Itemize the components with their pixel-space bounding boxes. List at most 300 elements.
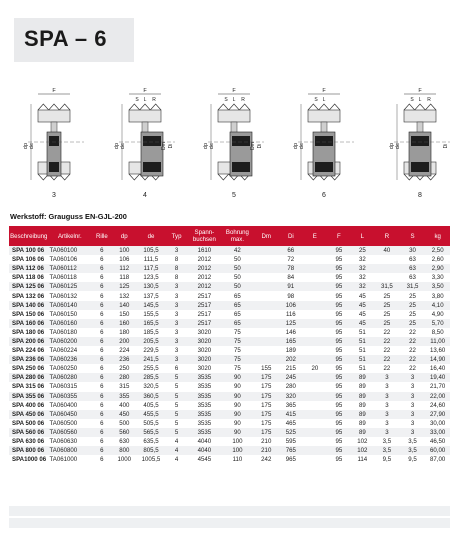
table-cell: 90 [221,373,253,382]
column-header: kg [425,226,450,246]
table-cell: 45 [351,310,374,319]
table-cell: 4 [166,455,187,464]
dimension-label-dp: dp [389,142,395,150]
table-cell: 89 [351,392,374,401]
table-cell: TA060450 [49,410,92,419]
table-cell: 33,00 [425,428,450,437]
table-cell: 91 [279,282,302,291]
table-cell: 3020 [187,355,221,364]
table-cell: 6 [91,428,112,437]
table-cell: 22 [374,328,400,337]
table-cell: SPA 160 06 [9,319,49,328]
table-cell: 95 [327,455,350,464]
table-cell: 65 [221,310,253,319]
table-cell: SPA 280 06 [9,373,49,382]
dimension-label-Di: Di [168,143,174,149]
table-cell: 5 [166,419,187,428]
table-cell: 6 [91,437,112,446]
dimension-label-Di: Di [443,143,449,149]
table-cell [303,255,328,264]
table-cell: 130,5 [136,282,166,291]
column-header: R [374,226,400,246]
table-cell: 6 [91,455,112,464]
table-cell: TA060112 [49,264,92,273]
table-cell [253,346,279,355]
table-cell: 78 [279,264,302,273]
table-cell: 89 [351,419,374,428]
table-cell: SPA 400 06 [9,401,49,410]
table-cell: 6 [91,301,112,310]
table-cell: 405,5 [136,401,166,410]
table-cell: 95 [327,337,350,346]
table-cell: 6 [91,310,112,319]
table-cell [303,264,328,273]
table-cell: 106 [113,255,136,264]
table-cell: 5 [166,410,187,419]
table-cell: 32 [351,282,374,291]
table-cell: 146 [279,328,302,337]
table-row [9,382,450,391]
table-cell: 25 [374,301,400,310]
table-cell: 3 [400,410,426,419]
table-cell: SPA 315 06 [9,382,49,391]
table-cell: 450 [113,410,136,419]
taper-bushing [232,162,250,172]
table-cell: 3,5 [374,446,400,455]
table-cell: 75 [221,346,253,355]
table-cell: 2,90 [425,264,450,273]
table-cell: 90 [221,410,253,419]
table-cell: 3535 [187,382,221,391]
table-cell: 50 [221,273,253,282]
table-cell: 175 [253,410,279,419]
table-cell: 66 [279,246,302,255]
table-cell: SPA 132 06 [9,291,49,300]
table-cell: SPA 224 06 [9,346,49,355]
dimension-label-F: F [52,88,56,94]
pulley-drawing-8 [394,94,450,180]
table-cell [303,419,328,428]
taper-bushing [315,162,333,172]
table-cell: 50 [221,255,253,264]
table-cell: 6 [91,319,112,328]
table-cell: 242 [253,455,279,464]
table-cell: 32 [351,255,374,264]
table-cell: 87,00 [425,455,450,464]
table-cell: 95 [327,446,350,455]
table-cell: 22 [400,364,426,373]
table-cell: 202 [279,355,302,364]
dimension-label-S: S [410,97,414,103]
dimension-label-dp: dp [114,142,120,150]
table-cell: 75 [221,328,253,337]
table-cell: 106 [279,301,302,310]
table-cell: 95 [327,382,350,391]
table-cell: 118 [113,273,136,282]
table-cell: 95 [327,364,350,373]
table-cell: 210 [253,446,279,455]
table-cell [303,282,328,291]
table-cell: 365 [279,401,302,410]
drawing-number-5: 5 [232,192,236,199]
table-cell: 25 [374,310,400,319]
table-cell: 25 [400,291,426,300]
table-cell: 3 [400,419,426,428]
table-cell: 630 [113,437,136,446]
pulley-drawing-4 [119,94,175,180]
table-cell: 155,5 [136,310,166,319]
table-cell: SPA 800 06 [9,446,49,455]
table-cell [253,319,279,328]
table-cell: TA060500 [49,419,92,428]
table-cell: 2012 [187,255,221,264]
table-row [9,419,450,428]
table-cell: 112 [113,264,136,273]
table-cell: 8 [166,273,187,282]
table-cell [303,382,328,391]
table-cell: 32 [351,264,374,273]
table-cell [253,264,279,273]
table-cell: 114 [351,455,374,464]
table-cell: 6 [91,337,112,346]
table-cell: 14,90 [425,355,450,364]
table-cell: 95 [327,437,350,446]
table-cell: 95 [327,301,350,310]
dimension-label-F: F [418,88,422,94]
table-cell: TA061000 [49,455,92,464]
table-cell: SPA 100 06 [9,246,49,255]
table-cell: 6 [91,246,112,255]
table-cell: 42 [221,246,253,255]
table-cell: 20 [303,364,328,373]
table-cell: 95 [327,346,350,355]
table-cell: 6 [91,401,112,410]
table-cell: 95 [327,291,350,300]
table-cell: 6 [91,382,112,391]
column-header: S [400,226,426,246]
table-cell: 241,5 [136,355,166,364]
table-row [9,364,450,373]
table-cell: 132 [113,291,136,300]
table-cell: 63 [400,264,426,273]
groove-profile [218,104,250,110]
table-cell: 6 [91,392,112,401]
table-cell: 95 [327,401,350,410]
table-cell: 46,50 [425,437,450,446]
table-cell: 22 [400,328,426,337]
table-cell: 175 [253,419,279,428]
drawing-number-4: 4 [143,192,147,199]
table-cell: 102 [351,437,374,446]
table-cell: 89 [351,373,374,382]
title-box [14,18,134,62]
table-cell: 51 [351,364,374,373]
table-cell: 2517 [187,301,221,310]
table-cell: 21,70 [425,382,450,391]
taper-bushing [315,136,333,146]
taper-bushing [411,136,429,146]
table-cell: 6 [91,264,112,273]
table-cell: 3 [166,328,187,337]
dimension-label-R: R [241,97,245,103]
table-cell: 3 [400,392,426,401]
table-cell [303,437,328,446]
rim-upper [38,110,70,122]
table-cell: 5 [166,382,187,391]
page-title: SPA – 6 [24,26,107,51]
dimension-label-Di: Di [257,143,263,149]
table-cell: 72 [279,255,302,264]
table-cell: 95 [327,373,350,382]
table-cell: 4545 [187,455,221,464]
table-cell: 22,00 [425,392,450,401]
table-cell: SPA 106 06 [9,255,49,264]
dimension-label-de: de [29,142,35,150]
table-cell: 63 [400,255,426,264]
table-cell: 565,5 [136,428,166,437]
table-cell: 280 [113,373,136,382]
table-cell [303,273,328,282]
dimension-label-S: S [224,97,228,103]
table-cell: 505,5 [136,419,166,428]
table-row [9,264,450,273]
table-cell: 165,5 [136,319,166,328]
table-cell: 175 [253,401,279,410]
table-cell: TA060280 [49,373,92,382]
table-cell: 8,50 [425,328,450,337]
column-header: Rille [91,226,112,246]
drawing-number-3: 3 [52,192,56,199]
table-cell: 50 [221,282,253,291]
table-cell: 3 [166,355,187,364]
table-cell: 5 [166,401,187,410]
table-cell: SPA 450 06 [9,410,49,419]
table-cell: 22 [374,346,400,355]
column-header: Bohrung max. [221,226,253,246]
table-cell: TA060560 [49,428,92,437]
table-cell: 125 [113,282,136,291]
table-cell: 9,5 [374,455,400,464]
table-cell: 25 [374,319,400,328]
table-cell: TA060160 [49,319,92,328]
table-cell: 30 [400,246,426,255]
table-cell: 110 [221,455,253,464]
table-cell: 3 [166,246,187,255]
table-cell: 150 [113,310,136,319]
table-cell: SPA1000 06 [9,455,49,464]
table-cell: 415 [279,410,302,419]
table-cell [303,346,328,355]
table-cell: 98 [279,291,302,300]
table-cell: 45 [351,291,374,300]
table-cell: 51 [351,346,374,355]
table-cell: 3535 [187,392,221,401]
dimension-label-Dm: Dm [161,142,167,150]
table-cell: 3 [400,401,426,410]
table-cell [303,446,328,455]
table-cell [253,328,279,337]
table-cell: TA060400 [49,401,92,410]
table-cell: 3535 [187,401,221,410]
taper-bushing [49,162,59,172]
table-cell: SPA 630 06 [9,437,49,446]
table-cell: 5,70 [425,319,450,328]
pulley-drawings [0,80,459,200]
dimension-label-L: L [143,97,147,103]
table-cell: 65 [221,319,253,328]
table-cell: 355 [113,392,136,401]
table-cell: 200 [113,337,136,346]
table-cell: 6 [91,446,112,455]
table-cell: TA060140 [49,301,92,310]
table-cell: 2012 [187,282,221,291]
table-cell: 3 [166,346,187,355]
table-cell: 3 [166,310,187,319]
table-cell: 3 [400,428,426,437]
table-cell: 3020 [187,346,221,355]
table-cell: 45 [351,319,374,328]
column-header: Spann- buchsen [187,226,221,246]
table-cell: 95 [327,392,350,401]
table-row [9,437,450,446]
groove-profile [404,104,436,110]
material-note: Werkstoff: Grauguss EN-GJL-200 [10,212,127,221]
footer-bar [9,518,450,528]
table-cell [253,310,279,319]
table-cell: SPA 125 06 [9,282,49,291]
table-cell: 6 [166,364,187,373]
table-cell: 229,5 [136,346,166,355]
table-cell: 65 [221,301,253,310]
table-row [9,310,450,319]
table-cell: 3 [374,428,400,437]
table-cell: TA060236 [49,355,92,364]
table-cell: 635,5 [136,437,166,446]
table-cell [253,246,279,255]
table-row [9,246,450,255]
table-cell [374,255,400,264]
table-cell: 31,5 [374,282,400,291]
table-cell: 280 [279,382,302,391]
table-cell: 360,5 [136,392,166,401]
table-row [9,373,450,382]
column-header: E [303,226,328,246]
dimension-label-dp: dp [203,142,209,150]
table-cell: 250 [113,364,136,373]
table-row [9,337,450,346]
table-cell: 102 [351,446,374,455]
table-cell: TA060800 [49,446,92,455]
table-cell: 175 [253,382,279,391]
table-cell: 6 [91,373,112,382]
table-cell: 32 [351,273,374,282]
table-cell: 25 [400,319,426,328]
table-cell: TA060132 [49,291,92,300]
table-cell: 3 [374,410,400,419]
table-cell: 22 [400,337,426,346]
table-row [9,328,450,337]
table-cell: 105,5 [136,246,166,255]
table-cell: 5 [166,392,187,401]
table-cell: 89 [351,410,374,419]
table-cell: 320,5 [136,382,166,391]
footer-bar [9,506,450,516]
table-cell: 90 [221,419,253,428]
dimension-label-dp: dp [23,142,29,150]
table-cell: 22 [374,337,400,346]
table-row [9,401,450,410]
table-cell: 95 [327,310,350,319]
table-cell: 2517 [187,319,221,328]
table-cell: 165 [279,337,302,346]
table-cell: 100 [221,437,253,446]
table-cell: 95 [327,273,350,282]
table-cell: 4 [166,446,187,455]
dimension-label-de: de [120,142,126,150]
table-cell: 89 [351,428,374,437]
table-cell: 111,5 [136,255,166,264]
table-row [9,346,450,355]
table-cell: 22 [400,355,426,364]
table-cell: 255,5 [136,364,166,373]
table-cell: SPA 118 06 [9,273,49,282]
table-cell: 6 [91,255,112,264]
table-cell: 180 [113,328,136,337]
table-cell: TA060630 [49,437,92,446]
table-cell: 160 [113,319,136,328]
table-cell: 89 [351,401,374,410]
table-cell: 400 [113,401,136,410]
table-cell: 95 [327,428,350,437]
groove-profile [38,104,70,110]
dimension-label-R: R [427,97,431,103]
table-cell [253,301,279,310]
pulley-drawing-5 [208,94,264,180]
table-cell: 2,60 [425,255,450,264]
table-cell: SPA 500 06 [9,419,49,428]
table-cell: 2517 [187,310,221,319]
table-cell: 117,5 [136,264,166,273]
table-cell: 90 [221,392,253,401]
table-cell: 30,00 [425,419,450,428]
table-cell: SPA 355 06 [9,392,49,401]
column-header: Typ [166,226,187,246]
taper-bushing [411,162,429,172]
column-header: de [136,226,166,246]
table-cell: 89 [351,382,374,391]
specification-table [9,226,450,464]
table-cell: 145,5 [136,301,166,310]
taper-bushing [232,136,250,146]
rim-upper [308,110,340,122]
table-cell [303,373,328,382]
table-cell [303,455,328,464]
table-cell: 185,5 [136,328,166,337]
groove-profile [129,104,161,110]
table-cell: 5 [166,373,187,382]
table-cell [303,401,328,410]
table-cell: 3 [374,401,400,410]
table-cell: 3 [374,419,400,428]
table-cell: SPA 200 06 [9,337,49,346]
table-cell: 4040 [187,437,221,446]
table-cell [253,355,279,364]
rim-upper [404,110,436,122]
table-cell: 60,00 [425,446,450,455]
groove-profile [308,104,340,110]
table-cell: 3,80 [425,291,450,300]
column-header: Artikelnr. [49,226,92,246]
